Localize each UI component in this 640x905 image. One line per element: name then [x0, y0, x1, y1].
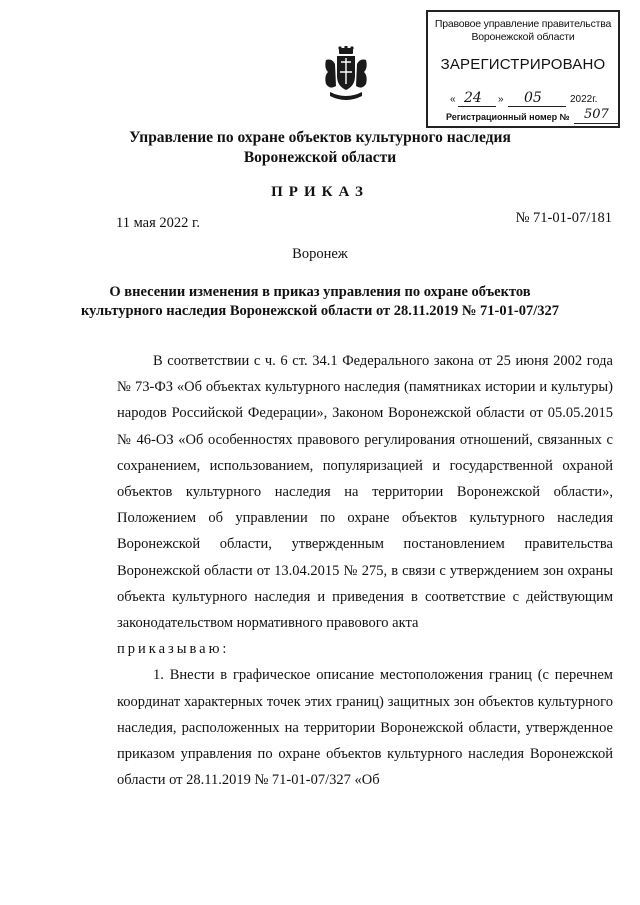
stamp-date-row: « 24 » 05 2022г. — [450, 90, 598, 106]
stamp-reg-label: Регистрационный номер № — [446, 112, 570, 122]
stamp-number-row — [446, 107, 618, 126]
issuing-authority-line2: Воронежской области — [243, 149, 397, 166]
item-1-paragraph: 1. Внести в графическое описание местоположения границ (с перечнем координат характерных точек этих границ) защитных зон объектов культурного наследия, расположенных на территории Воронежской области, утвержденное приказом управления по охране объектов культурного наследия Воронежской области от 28.11.2019 № 71-01-07/327 «Об — [117, 667, 613, 789]
document-subject — [0, 283, 640, 321]
stamp-reg-number: 507 — [584, 107, 609, 122]
document-type: ПРИКАЗ — [271, 184, 369, 200]
stamp-year: 2022г. — [570, 94, 598, 105]
stamp-org-line1: Правовое управление правительства — [434, 18, 612, 30]
stamp-month: 05 — [524, 90, 542, 106]
stamp-org — [428, 18, 618, 44]
preamble-paragraph: В соответствии с ч. 6 ст. 34.1 Федерального закона от 25 июня 2002 года № 73-ФЗ «Об объектах культурного наследия (памятниках истории и культуры) народов Российской Федерации», Законом Воронежской области от 05.05.2015 № 46-ОЗ «Об особенностях правового регулирования отношений, связанных с сохранением, использованием, популяризацией и государственной охраной объектов культурного наследия на территории Воронежской области», Положением об управлении по охране объектов культурного наследия Воронежской области, утвержденным постановлением правительства Воронежской области от 13.04.2015 № 275, в связи с утверждением зон охраны объекта культурного наследия и приведения в соответствие с действующим законодательством нормативного правового акта — [117, 353, 613, 632]
stamp-org-line2: Воронежской области — [471, 31, 575, 43]
coat-of-arms-icon — [322, 46, 370, 102]
registration-stamp — [426, 10, 620, 128]
document-city: Воронеж — [292, 246, 348, 262]
stamp-day: 24 — [464, 90, 482, 106]
document-subject-line2: культурного наследия Воронежской области от 28.11.2019 № 71-01-07/327 — [81, 303, 559, 319]
order-word: приказываю: — [117, 641, 230, 658]
document-body — [117, 348, 613, 793]
document-number: № 71-01-07/181 — [515, 210, 612, 226]
document-date: 11 мая 2022 г. — [116, 215, 200, 231]
document-subject-line1: О внесении изменения в приказ управления по охране объектов — [109, 284, 531, 300]
issuing-authority-line1: Управление по охране объектов культурного наследия — [129, 129, 511, 146]
stamp-registered: ЗАРЕГИСТРИРОВАНО — [440, 56, 606, 73]
issuing-authority — [0, 128, 640, 168]
